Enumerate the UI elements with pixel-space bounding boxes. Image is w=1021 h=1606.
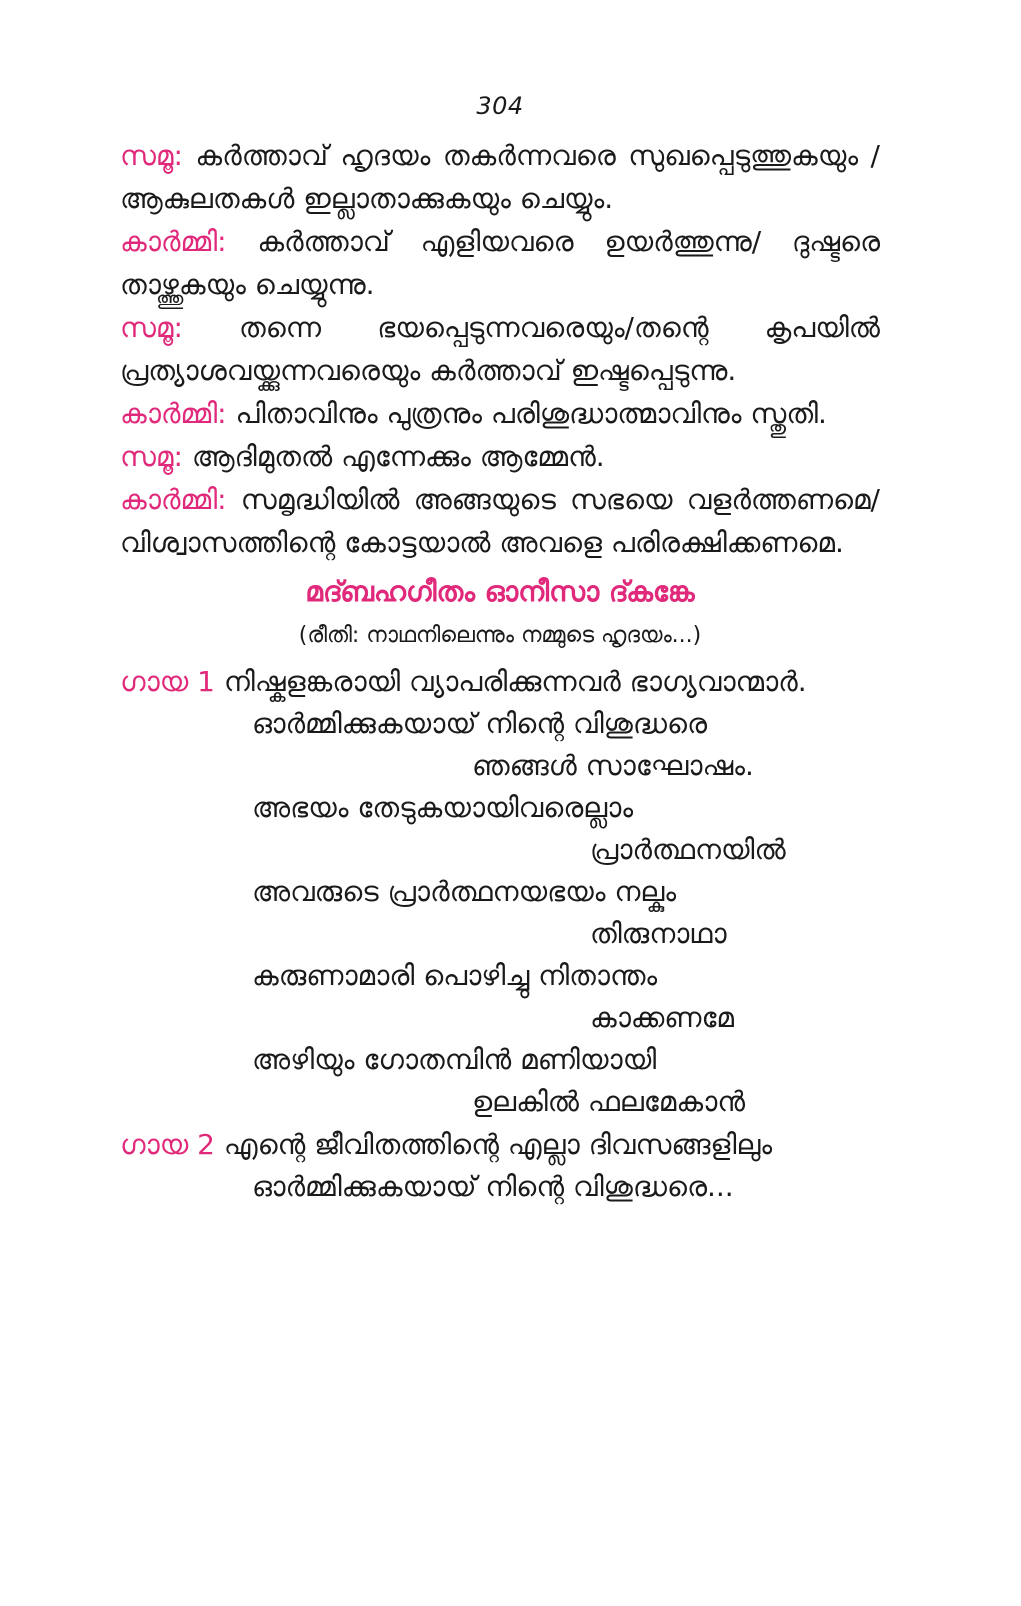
- verse-line: കാക്കണമേ: [590, 1001, 735, 1034]
- prayer-text: കർത്താവ് എളിയവരെ ഉയർത്തുന്നു/ ദുഷ്ടരെ താഴ്ത്തുകയും ചെയ്യുന്നു.: [120, 225, 880, 301]
- verse-line: കരുണാമാരി പൊഴിച്ചു നിതാന്തം: [252, 959, 658, 992]
- hymn-tune-note: (രീതി: നാഥനിലെന്നും നമ്മുടെ ഹൃദയം...): [298, 623, 702, 648]
- stanza-label: ഗായ 1: [120, 665, 215, 698]
- prayer-line-4: [120, 392, 880, 435]
- prayer-text: ആദിമുതൽ എന്നേക്കും ആമ്മേൻ.: [182, 440, 605, 473]
- prayer-line-1: [120, 134, 880, 220]
- verse-line: ഞങ്ങൾ സാഘോഷം.: [472, 749, 754, 782]
- stanza-label: ഗായ 2: [120, 1128, 215, 1161]
- prayer-text: പിതാവിനും പുത്രനും പരിശുദ്ധാത്മാവിനും സ്തുതി.: [226, 397, 827, 430]
- verse-line: പ്രാർത്ഥനയിൽ: [590, 833, 786, 866]
- speaker-label: കാർമ്മി:: [120, 225, 227, 258]
- refrain-line: ഓർമ്മിക്കുകയായ് നിന്റെ വിശുദ്ധരെ...: [252, 1170, 734, 1203]
- verse-line: അഭയം തേടുകയായിവരെല്ലാം: [252, 791, 634, 824]
- verse-line: തിരുനാഥാ: [590, 917, 727, 950]
- verse-line: അവരുടെ പ്രാർത്ഥനയഭയം നല്കും: [252, 875, 677, 908]
- prayer-text: തന്നെ ഭയപ്പെടുന്നവരെയും/തന്റെ കൃപയിൽ പ്രത്യാശവയ്ക്കുന്നവരെയും കർത്താവ് ഇഷ്ടപ്പെടുന്നു.: [120, 311, 880, 387]
- stanza-1: [120, 660, 880, 703]
- speaker-label: കാർമ്മി:: [120, 397, 227, 430]
- page-number: 304: [476, 92, 524, 120]
- prayer-line-3: [120, 306, 880, 392]
- prayer-text: സമൃദ്ധിയിൽ അങ്ങയുടെ സഭയെ വളർത്തണമെ/വിശ്വാസത്തിന്റെ കോട്ടയാൽ അവളെ പരിരക്ഷിക്കണമെ.: [120, 483, 880, 559]
- verse-line: ഉലകിൽ ഫലമേകാൻ: [472, 1085, 746, 1118]
- stanza-text: എന്റെ ജീവിതത്തിന്റെ എല്ലാ ദിവസങ്ങളിലും: [214, 1128, 773, 1161]
- speaker-label: സമൂ:: [120, 311, 183, 344]
- speaker-label: സമൂ:: [120, 139, 183, 172]
- document-page: [120, 92, 880, 1208]
- stanza-text: നിഷ്കളങ്കരായി വ്യാപരിക്കുന്നവർ ഭാഗ്യവാന്മാർ.: [214, 665, 807, 698]
- speaker-label: സമൂ:: [120, 440, 183, 473]
- prayer-line-5: [120, 435, 880, 478]
- verse-line: ഓർമ്മിക്കുകയായ് നിന്റെ വിശുദ്ധരെ: [252, 707, 707, 740]
- hymn-title: മദ്ബഹഗീതം ഓനീസാ ദ്കങ്കേ: [305, 575, 695, 608]
- prayer-text: കർത്താവ് ഹൃദയം തകർന്നവരെ സുഖപ്പെടുത്തുകയും /ആകുലതകൾ ഇല്ലാതാക്കുകയും ചെയ്യും.: [120, 139, 880, 215]
- prayer-line-6: [120, 478, 880, 564]
- prayer-line-2: [120, 220, 880, 306]
- stanza-2: [120, 1123, 880, 1166]
- verse-line: അഴിയും ഗോതമ്പിൻ മണിയായി: [252, 1043, 657, 1076]
- speaker-label: കാർമ്മി:: [120, 483, 227, 516]
